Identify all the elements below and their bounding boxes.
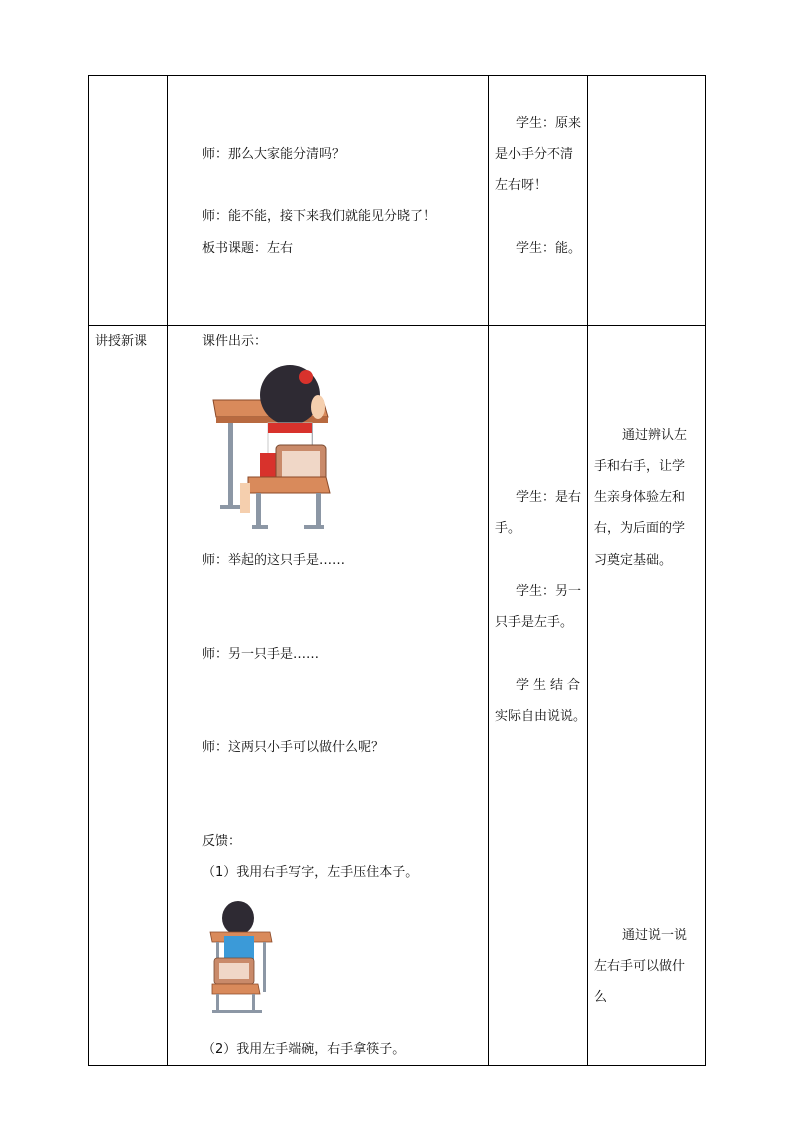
student-line: 只手是左手。 <box>495 615 574 630</box>
student-line: 学生结合 <box>516 678 585 693</box>
teacher-line: 师：举起的这只手是…… <box>202 553 346 568</box>
teacher-line: 师：另一只手是…… <box>202 647 320 662</box>
girl-at-desk-illustration <box>208 365 333 535</box>
intent-line: 手和右手，让学 <box>594 459 686 474</box>
intent-line: 生亲身体验左和 <box>594 490 686 505</box>
intent-line: 通过辨认左 <box>622 428 688 443</box>
intent-line: 么 <box>594 990 608 1005</box>
student-line: 学生：原来 <box>516 116 582 131</box>
teacher-line: （1）我用右手写字，左手压住本子。 <box>202 865 419 880</box>
intent-line: 通过说一说 <box>622 928 688 943</box>
student-line: 实际自由说说。 <box>495 709 587 724</box>
boy-at-desk-illustration <box>208 900 278 1015</box>
teacher-line: 师：这两只小手可以做什么呢？ <box>202 740 385 755</box>
student-line: 是小手分不清 <box>495 147 574 162</box>
intent-line: 左右手可以做什 <box>594 959 686 974</box>
teacher-line: 师：那么大家能分清吗？ <box>202 147 346 162</box>
teacher-line: 反馈： <box>202 834 242 849</box>
student-line: 学生：另一 <box>516 584 582 599</box>
teacher-line: 师：能不能，接下来我们就能见分晓了！ <box>202 209 437 224</box>
intent-line: 右，为后面的学 <box>594 521 686 536</box>
student-line: 学生：是右 <box>516 490 582 505</box>
teacher-line: 课件出示： <box>202 334 268 349</box>
stage-label: 讲授新课 <box>95 334 148 349</box>
student-line: 左右呀！ <box>495 178 548 193</box>
intent-line: 习奠定基础。 <box>594 553 673 568</box>
student-line: 学生：能。 <box>516 241 582 256</box>
student-line: 手。 <box>495 521 522 536</box>
teacher-line: 板书课题：左右 <box>202 241 294 256</box>
teacher-line: （2）我用左手端碗，右手拿筷子。 <box>202 1042 406 1057</box>
